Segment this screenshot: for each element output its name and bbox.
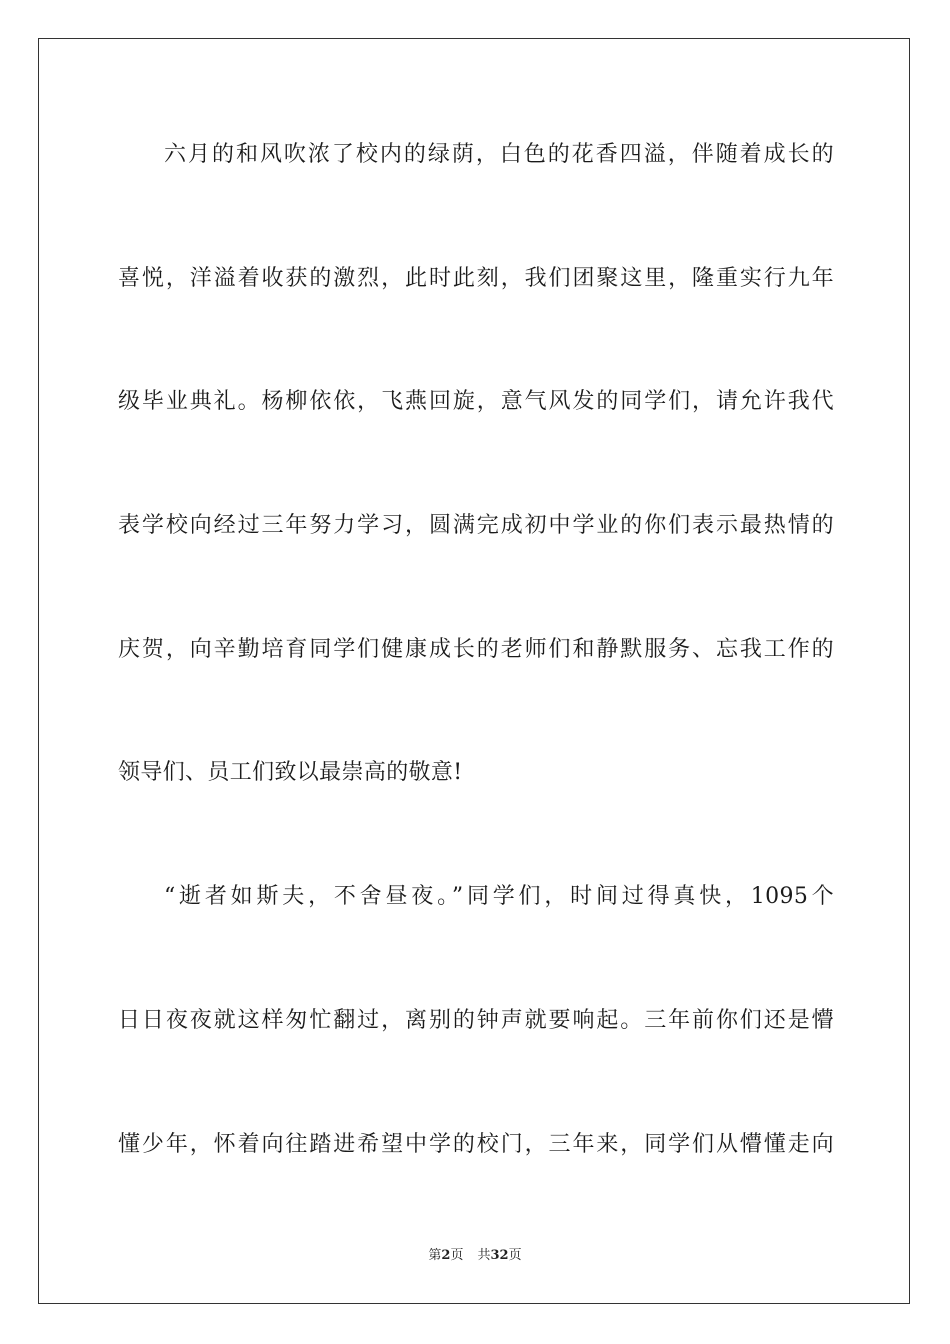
paragraph-line: 领导们、员工们致以最崇高的敬意! bbox=[118, 760, 463, 786]
paragraph-line: 表学校向经过三年努力学习，圆满完成初中学业的你们表示最热情的 bbox=[118, 513, 834, 539]
paragraph-line: 庆贺，向辛勤培育同学们健康成长的老师们和静默服务、忘我工作的 bbox=[118, 636, 834, 662]
total-pages: 32 bbox=[490, 1248, 509, 1263]
paragraph-line: 六月的和风吹浓了校内的绿荫，白色的花香四溢，伴随着成长的 bbox=[164, 142, 834, 167]
page-footer bbox=[0, 1246, 950, 1266]
document-body bbox=[118, 124, 834, 1237]
paragraph-line: “逝者如斯夫，不舍昼夜。”同学们，时间过得真快，1095个 bbox=[164, 884, 834, 910]
paragraph-line: 级毕业典礼。杨柳依依，飞燕回旋，意气风发的同学们，请允许我代 bbox=[118, 389, 834, 415]
paragraph-line: 日日夜夜就这样匆忙翻过，离别的钟声就要响起。三年前你们还是懵 bbox=[118, 1007, 834, 1033]
total-label-suffix: 页 bbox=[508, 1248, 522, 1263]
page-number: 2 bbox=[441, 1248, 451, 1263]
paragraph-line: 懂少年，怀着向往踏进希望中学的校门，三年来，同学们从懵懂走向 bbox=[118, 1131, 834, 1157]
total-label-prefix: 共 bbox=[477, 1248, 491, 1263]
page-label-prefix: 第 bbox=[428, 1248, 442, 1263]
paragraph-line: 喜悦，洋溢着收获的激烈，此时此刻，我们团聚这里，隆重实行九年 bbox=[118, 265, 834, 291]
page-label-suffix: 页 bbox=[450, 1248, 464, 1263]
